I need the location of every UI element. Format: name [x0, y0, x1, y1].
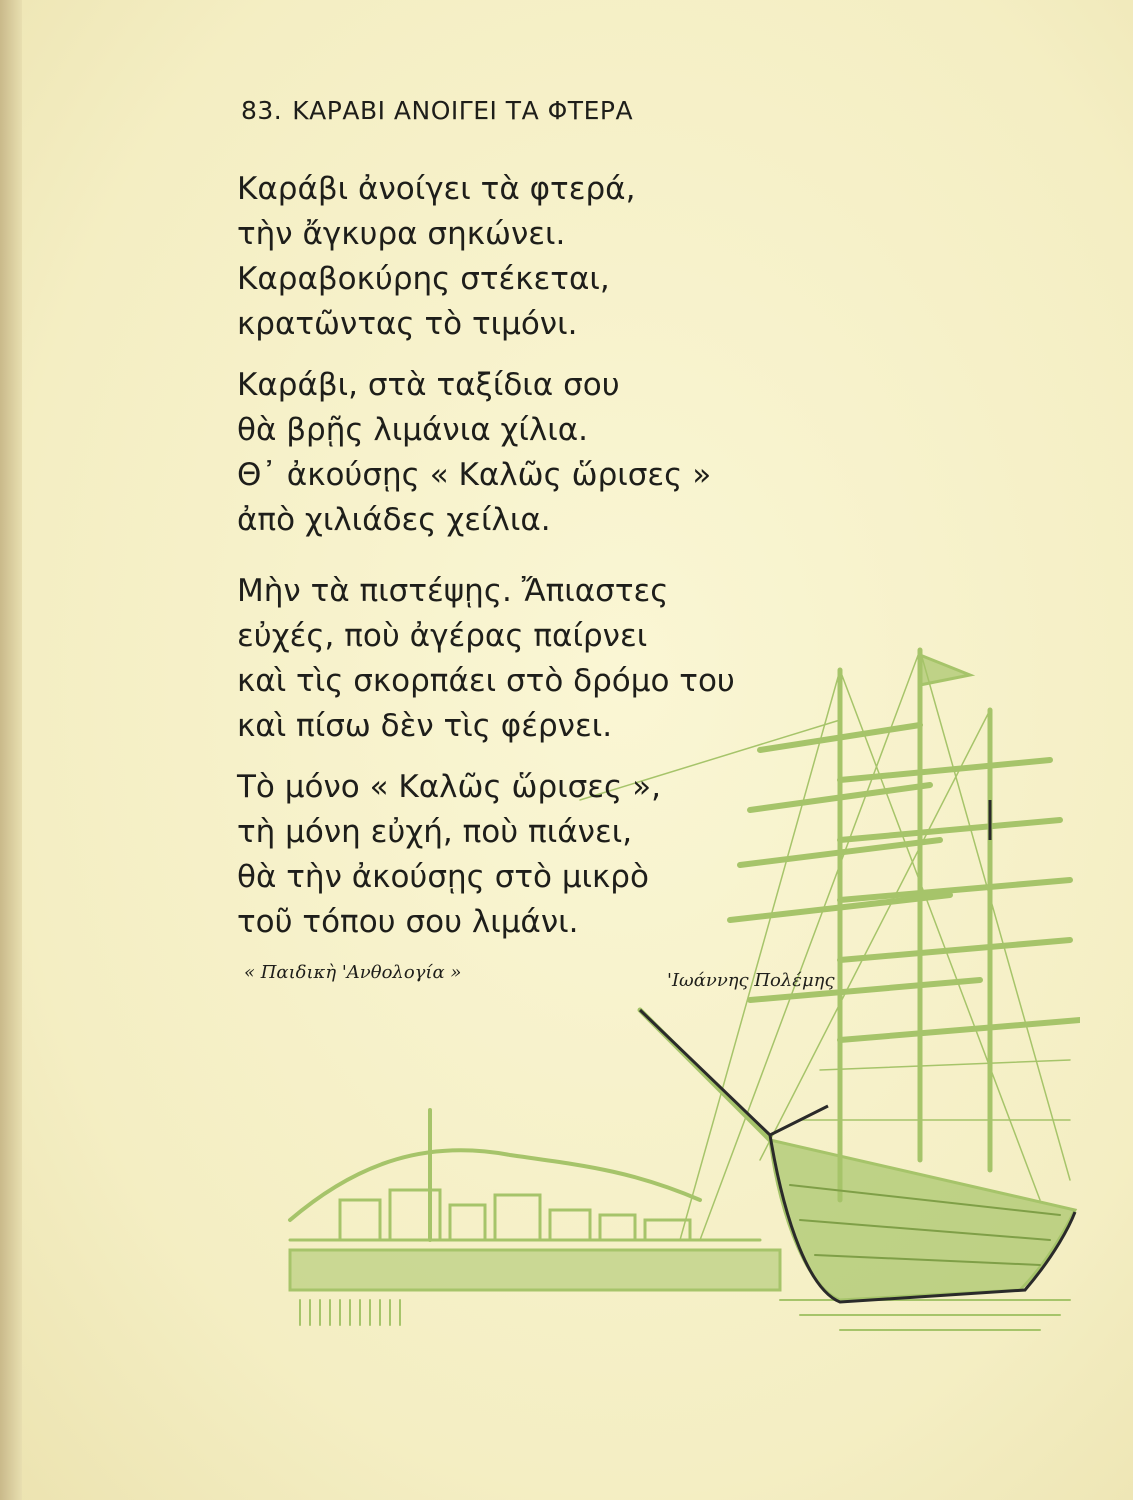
poem-title-text: ΚΑΡΑΒΙ ΑΝΟΙΓΕΙ ΤΑ ΦΤΕΡΑ	[292, 96, 634, 125]
verse-line: εὐχές, ποὺ ἀγέρας παίρνει	[237, 618, 648, 654]
verse-line: Καράβι ἀνοίγει τὰ φτερά,	[237, 171, 636, 207]
verse-line: θὰ βρῇς λιμάνια χίλια.	[237, 412, 589, 448]
poem-author: 'Ιωάννης Πολέμης	[667, 970, 835, 991]
page-binding	[0, 0, 22, 1500]
verse-line: καὶ πίσω δὲν τὶς φέρνει.	[237, 708, 613, 744]
verse-line: Καράβι, στὰ ταξίδια σου	[237, 367, 620, 403]
poem-number: 83.	[241, 96, 283, 125]
verse-line: Καραβοκύρης στέκεται,	[237, 261, 610, 297]
stanza-3	[237, 569, 735, 749]
stanza-1	[237, 167, 635, 347]
verse-line: ἀπὸ χιλιάδες χείλια.	[237, 502, 551, 538]
poem-source: « Παιδικὴ 'Ανθολογία »	[244, 962, 462, 983]
verse-line: θὰ τὴν ἀκούσῃς στὸ μικρὸ	[237, 859, 649, 895]
verse-line: τοῦ τόπου σου λιμάνι.	[237, 904, 579, 940]
stanza-2	[237, 363, 711, 543]
poem-title	[241, 96, 633, 125]
verse-line: Θ᾽ ἀκούσῃς « Καλῶς ὥρισες »	[237, 457, 712, 493]
verse-line: τὴ μόνη εὐχή, ποὺ πιάνει,	[237, 814, 633, 850]
verse-line: τὴν ἄγκυρα σηκώνει.	[237, 216, 566, 252]
verse-line: Μὴν τὰ πιστέψῃς. Ἄπιαστες	[237, 573, 669, 609]
verse-line: Τὸ μόνο « Καλῶς ὥρισες »,	[237, 769, 661, 805]
verse-line: καὶ τὶς σκορπάει στὸ δρόμο του	[237, 663, 735, 699]
verse-line: κρατῶντας τὸ τιμόνι.	[237, 306, 578, 342]
stanza-4	[237, 765, 661, 945]
